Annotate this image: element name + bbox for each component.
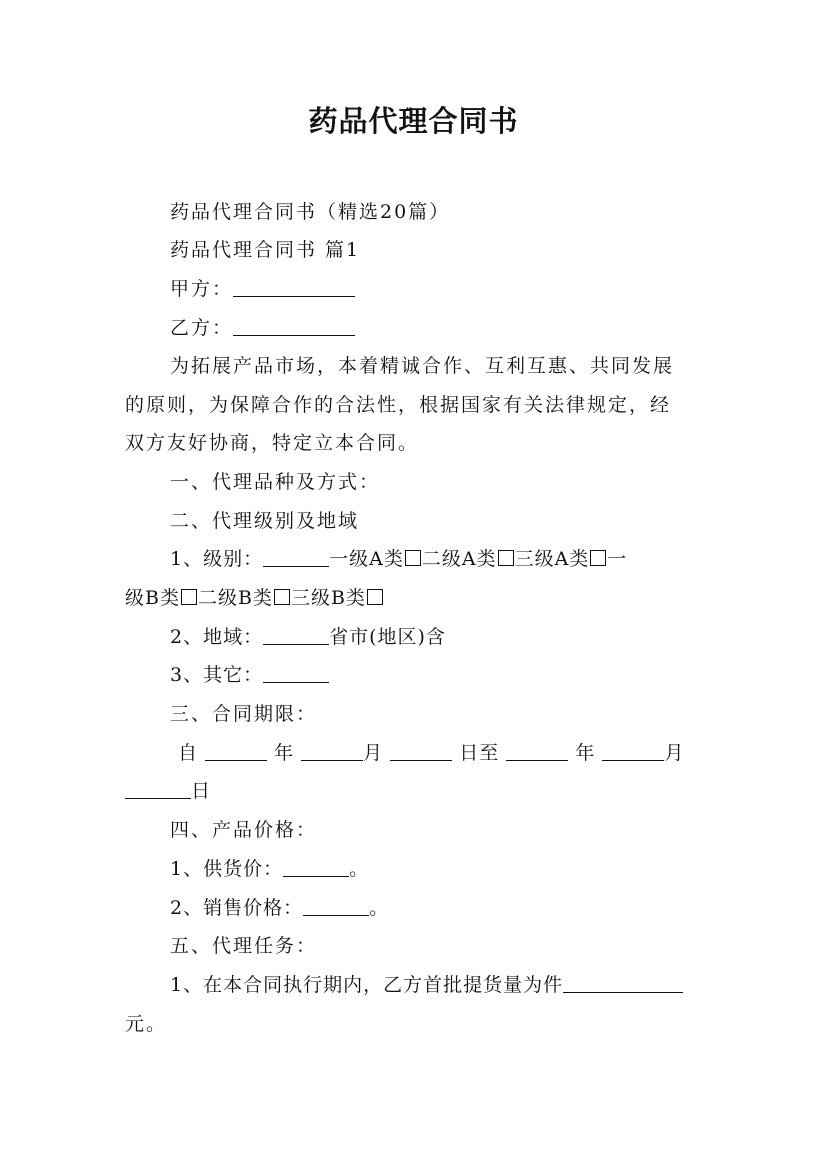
region-suffix: 省市(地区)含 bbox=[329, 626, 446, 648]
date-blank[interactable] bbox=[205, 741, 267, 761]
supply-price-label: 1、供货价： bbox=[170, 858, 284, 880]
party-a-label: 甲方： bbox=[170, 278, 234, 300]
level-option: 一级A类 bbox=[329, 548, 404, 570]
level-option: 三级B类 bbox=[290, 587, 366, 609]
region-label: 2、地域： bbox=[170, 626, 264, 648]
level-option: 二级B类 bbox=[197, 587, 273, 609]
date-blank[interactable] bbox=[301, 741, 363, 761]
task-text: 1、在本合同执行期内，乙方首批提货量为件 bbox=[170, 974, 564, 996]
level-label: 1、级别： bbox=[170, 548, 264, 570]
term-word: 月 bbox=[664, 742, 685, 764]
term-word: 自 bbox=[178, 742, 199, 764]
party-b-line bbox=[170, 315, 710, 341]
section-5-heading: 五、代理任务： bbox=[170, 935, 318, 957]
checkbox[interactable] bbox=[498, 550, 514, 566]
other-blank[interactable] bbox=[263, 663, 329, 683]
date-blank[interactable] bbox=[602, 741, 664, 761]
other-line bbox=[170, 662, 710, 688]
task-blank[interactable] bbox=[563, 973, 683, 993]
term-word: 年 bbox=[575, 742, 596, 764]
party-a-blank[interactable] bbox=[233, 277, 355, 297]
date-blank[interactable] bbox=[390, 741, 452, 761]
task-line-end: 元。 bbox=[125, 1013, 168, 1035]
level-option: 一 bbox=[607, 548, 628, 570]
checkbox[interactable] bbox=[405, 550, 421, 566]
date-blank[interactable] bbox=[506, 741, 568, 761]
level-line-2 bbox=[125, 585, 705, 611]
term-line-2 bbox=[125, 778, 705, 804]
intro-line-1: 为拓展产品市场，本着精诚合作、互利互惠、共同发展 bbox=[170, 355, 675, 377]
region-line bbox=[170, 624, 710, 650]
party-b-label: 乙方： bbox=[170, 317, 234, 339]
party-b-blank[interactable] bbox=[233, 316, 355, 336]
section-1-heading: 一、代理品种及方式： bbox=[170, 471, 381, 493]
retail-price-line bbox=[170, 895, 710, 921]
term-word: 日至 bbox=[459, 742, 500, 764]
intro-line-2: 的原则，为保障合作的合法性，根据国家有关法律规定，经 bbox=[125, 394, 672, 416]
retail-price-blank[interactable] bbox=[303, 896, 369, 916]
section-3-heading: 三、合同期限： bbox=[170, 703, 318, 725]
level-blank[interactable] bbox=[263, 547, 329, 567]
document-title: 药品代理合同书 bbox=[308, 104, 519, 138]
term-word: 年 bbox=[274, 742, 295, 764]
part-heading: 药品代理合同书 篇1 bbox=[170, 239, 361, 261]
checkbox[interactable] bbox=[367, 589, 383, 605]
checkbox[interactable] bbox=[590, 550, 606, 566]
level-option: 级B类 bbox=[125, 587, 180, 609]
retail-price-label: 2、销售价格： bbox=[170, 897, 304, 919]
region-blank[interactable] bbox=[263, 625, 329, 645]
subtitle: 药品代理合同书（精选20篇） bbox=[170, 201, 451, 223]
section-4-heading: 四、产品价格： bbox=[170, 819, 318, 841]
level-option: 三级A类 bbox=[514, 548, 590, 570]
section-2-heading: 二、代理级别及地域 bbox=[170, 510, 360, 532]
term-end: 日 bbox=[191, 780, 212, 802]
level-option: 二级A类 bbox=[421, 548, 497, 570]
intro-line-3: 双方友好协商，特定立本合同。 bbox=[125, 432, 420, 454]
supply-price-blank[interactable] bbox=[283, 857, 349, 877]
checkbox[interactable] bbox=[274, 589, 290, 605]
term-word: 月 bbox=[363, 742, 384, 764]
retail-price-end: 。 bbox=[369, 897, 390, 919]
party-a-line bbox=[170, 276, 710, 302]
date-blank[interactable] bbox=[125, 779, 191, 799]
checkbox[interactable] bbox=[181, 589, 197, 605]
supply-price-end: 。 bbox=[349, 858, 370, 880]
level-line-1 bbox=[170, 546, 710, 572]
term-line bbox=[178, 740, 758, 766]
supply-price-line bbox=[170, 856, 710, 882]
other-label: 3、其它： bbox=[170, 664, 264, 686]
task-line bbox=[170, 972, 710, 998]
